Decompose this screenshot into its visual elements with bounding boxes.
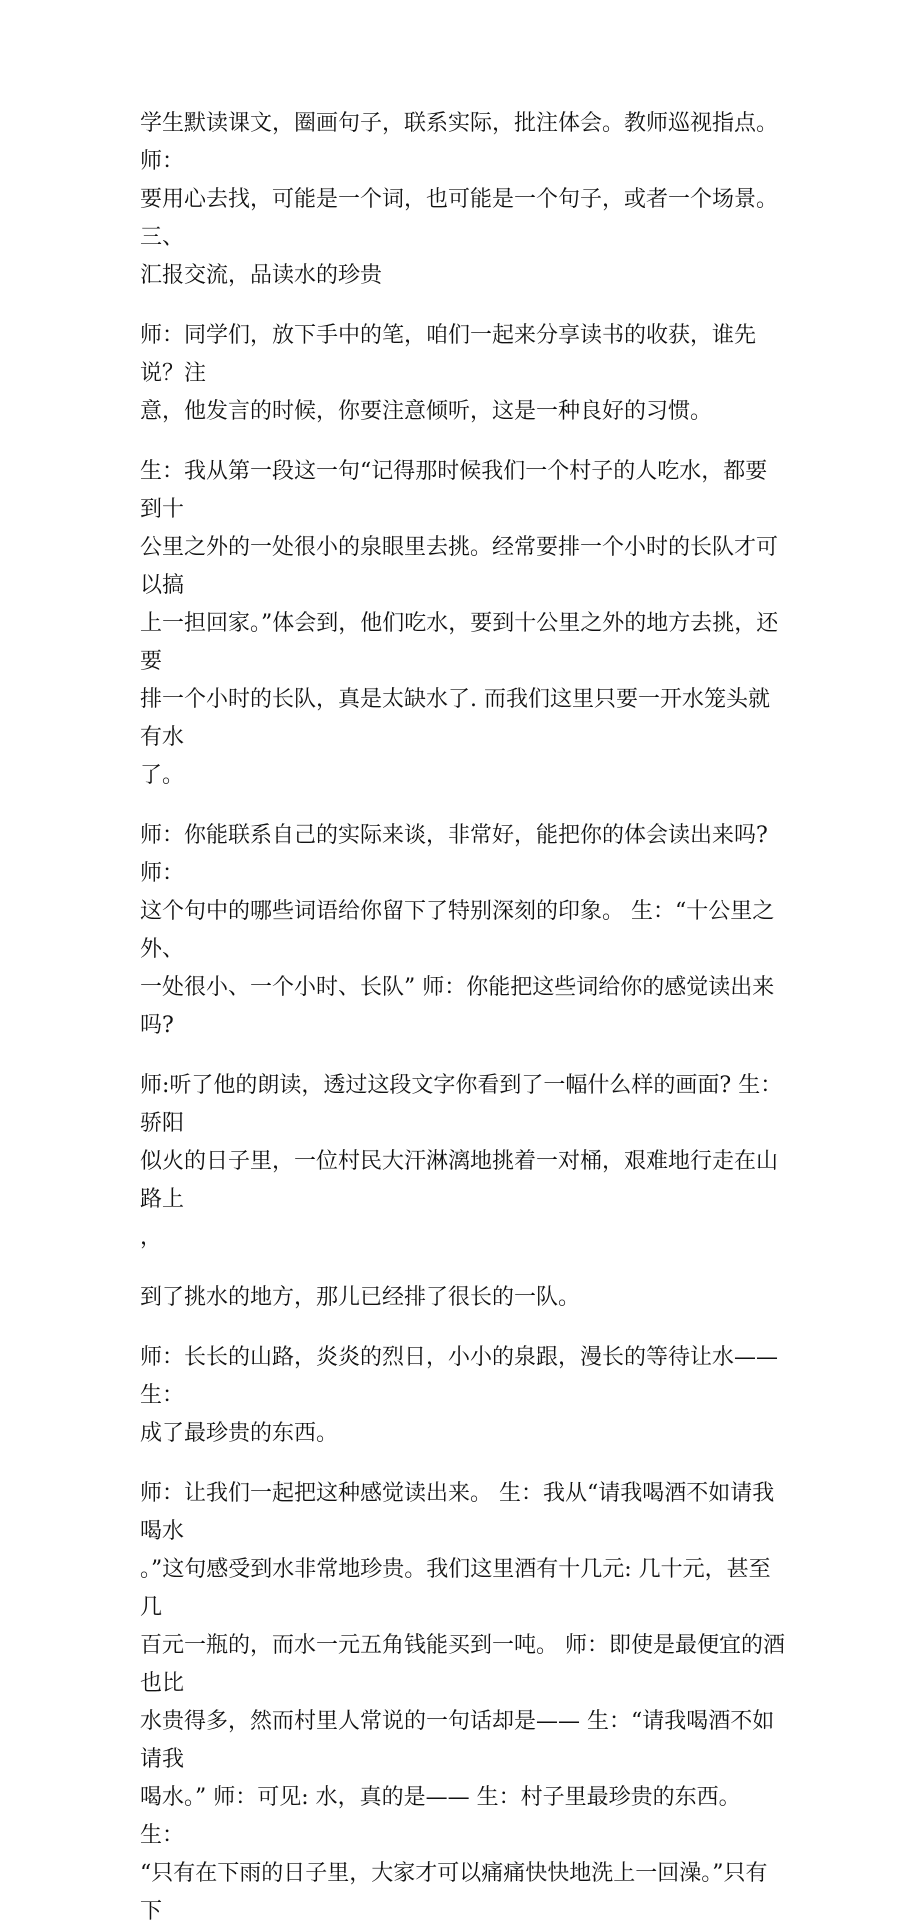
paragraph-6: 到了挑水的地方，那儿已经排了很长的一队。 (140, 1285, 581, 1310)
paragraph-1: 学生默读课文，圈画句子，联系实际，批注体会。教师巡视指点。 师： 要用心去找，可能是一个词，也可能是一个句子，或者一个场景。 三、 汇报交流，品读水的珍贵 (140, 111, 779, 288)
paragraph-8: 师：让我们一起把这种感觉读出来。 生：我从“请我喝酒不如请我喝水 。”这句感受到水非常地珍贵。我们这里酒有十几元: 几十元，甚至几 百元一瓶的，而水一元五角钱能买到一吨。 师：即使是最便宜的酒也比 水贵得多，然而村里人常说的一句话却是—— 生：“请我喝酒不如请我 喝水。” 师：可见: 水，真的是—— 生：村子里最珍贵的东西。 生： “只有在下雨的日子里，大家才可以痛痛快快地洗上一回澡。”只有下 (140, 1481, 785, 1924)
paragraph-5: 师:听了他的朗读，透过这段文字你看到了一幅什么样的画面? 生：骄阳 似火的日子里，一位村民大汗淋漓地挑着一对桶，艰难地行走在山路上 ， (140, 1073, 783, 1250)
document-body (140, 105, 785, 1931)
paragraph-2: 师：同学们，放下手中的笔，咱们一起来分享读书的收获，谁先说？注 意，他发言的时候，你要注意倾听，这是一种良好的习惯。 (140, 323, 757, 424)
paragraph-3: 生：我从第一段这一句“记得那时候我们一个村子的人吃水，都要到十 公里之外的一处很小的泉眼里去挑。经常要排一个小时的长队才可以搞 上一担回家。”体会到，他们吃水，要到十公里之外的地方去挑，还要 排一个小时的长队，真是太缺水了. 而我们这里只要一开水笼头就有水 了。 (140, 459, 779, 788)
paragraph-4: 师：你能联系自己的实际来谈，非常好，能把你的体会读出来吗? 师： 这个句中的哪些词语给你留下了特别深刻的印象。 生：“十公里之外、 一处很小、一个小时、长队” 师：你能把这些词给你的感觉读出来吗? (140, 823, 775, 1038)
paragraph-7: 师：长长的山路，炎炎的烈日，小小的泉跟，漫长的等待让水—— 生： 成了最珍贵的东西。 (140, 1345, 779, 1446)
